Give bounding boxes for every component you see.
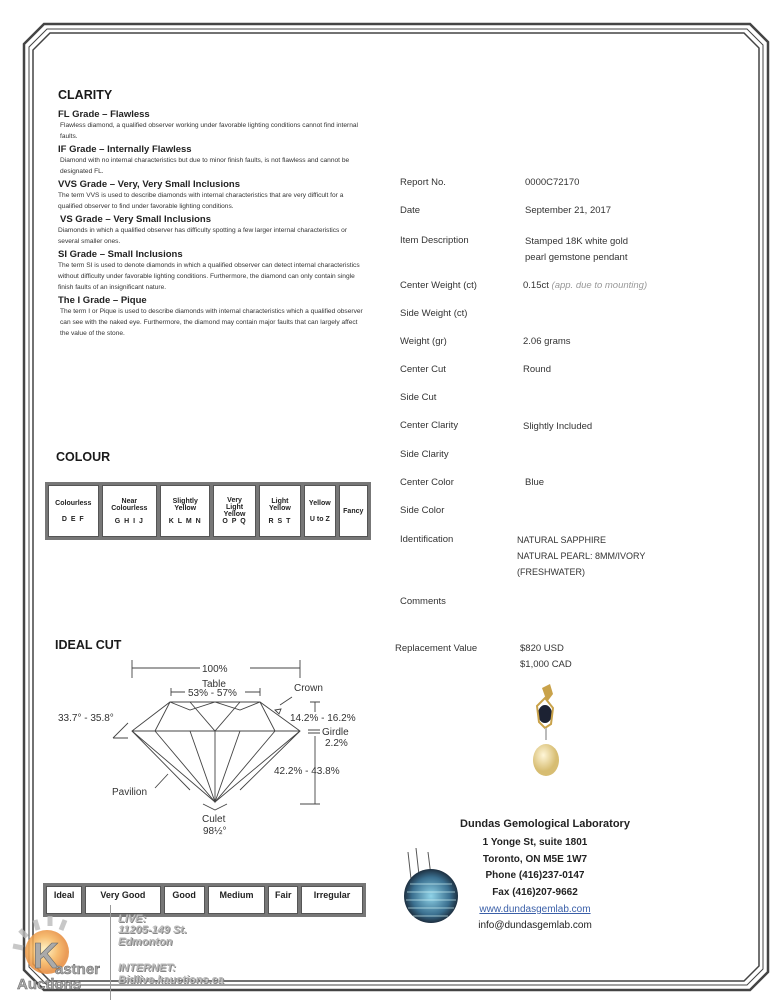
girdle-value-label: 2.2% <box>325 738 348 749</box>
watermark-divider <box>110 905 111 1000</box>
center-clarity-label: Center Clarity <box>400 420 459 431</box>
hologram-seal-icon <box>398 848 464 928</box>
grade-heading: IF Grade – Internally Flawless <box>58 144 192 155</box>
replacement-value-label: Replacement Value <box>395 643 478 654</box>
center-weight-value: 0.15ct (app. due to mounting) <box>523 280 648 291</box>
report-no-label: Report No. <box>400 177 446 188</box>
grade-text: The term I or Pique is used to describe diamonds with internal characteristics which a qualified observer can see with the naked eye. Furthermore, the diamond may contain major faults that can largely affect the value of the stone. <box>60 308 363 337</box>
center-clarity-value: Slightly Included <box>523 421 593 432</box>
item-description-value: Stamped 18K white gold pearl gemstone pendant <box>525 236 628 263</box>
colour-cell: Near Colourless G H I J <box>102 485 158 537</box>
grade-heading: VVS Grade – Very, Very Small Inclusions <box>58 179 240 190</box>
lab-phone: Phone (416)237-0147 <box>485 870 585 881</box>
side-weight-label: Side Weight (ct) <box>400 308 468 319</box>
crown-label: Crown <box>294 683 323 694</box>
culet-angle-label: 98½° <box>203 826 227 837</box>
svg-text:K: K <box>33 935 59 976</box>
cut-grade-cell: Good <box>164 886 205 914</box>
weight-label: Weight (gr) <box>400 336 447 347</box>
cut-grade-cell: Ideal <box>46 886 82 914</box>
center-color-value: Blue <box>525 477 545 488</box>
side-cut-label: Side Cut <box>400 392 437 403</box>
grade-text: The term SI is used to denote diamonds in which a qualified observer can detect internal characteristics without difficulty under favorable lighting conditions. Furthermore, the diamond can only contain single finish faults of an insignificant nature. <box>58 262 360 291</box>
colour-cell: Fancy <box>339 485 368 537</box>
side-color-label: Side Color <box>400 505 445 516</box>
colour-cell: Colourless D E F <box>48 485 99 537</box>
colour-cell: Very Light Yellow O P Q <box>213 485 255 537</box>
grade-text: Diamond with no internal characteristics but due to minor finish faults, is not flawless and cannot be designated FL. <box>60 157 350 175</box>
table-label: Table <box>202 679 226 690</box>
crown-angle-label: 33.7° - 35.8° <box>58 713 114 724</box>
girdle-label: Girdle <box>322 727 349 738</box>
culet-label: Culet <box>202 814 226 825</box>
center-weight-label: Center Weight (ct) <box>400 280 477 291</box>
center-cut-label: Center Cut <box>400 364 446 375</box>
cut-grade-cell: Medium <box>208 886 266 914</box>
crown-height-label: 14.2% - 16.2% <box>290 713 356 724</box>
ideal-cut-title: IDEAL CUT <box>55 638 122 652</box>
grade-text: The term VVS is used to describe diamonds with internal characteristics that are very difficult for a qualified observer to find under favorable lighting conditions. <box>58 192 344 210</box>
pavilion-label: Pavilion <box>112 787 148 798</box>
grade-heading: SI Grade – Small Inclusions <box>58 249 183 260</box>
cut-grade-cell: Irregular <box>301 886 363 914</box>
replacement-value: $820 USD $1,000 CAD <box>520 643 572 670</box>
width-label: 100% <box>202 664 228 675</box>
grade-heading: FL Grade – Flawless <box>58 109 150 120</box>
report-no-value: 0000C72170 <box>525 177 580 188</box>
clarity-title: CLARITY <box>58 88 113 102</box>
identification-value: NATURAL SAPPHIRE NATURAL PEARL: 8MM/IVORY (FRESHWATER) <box>517 535 646 577</box>
colour-scale-table <box>45 482 371 540</box>
cut-grade-cell: Very Good <box>85 886 160 914</box>
center-cut-value: Round <box>523 364 551 375</box>
clarity-section <box>58 88 112 102</box>
center-color-label: Center Color <box>400 477 454 488</box>
watermark-live-label: LIVE: <box>118 913 147 925</box>
kastner-auctions-logo <box>5 912 105 992</box>
lab-website-link[interactable]: www.dundasgemlab.com <box>479 904 591 915</box>
svg-text:astner: astner <box>55 961 101 978</box>
colour-cell: Light Yellow R S T <box>259 485 301 537</box>
identification-label: Identification <box>400 534 454 545</box>
colour-cell: Slightly Yellow K L M N <box>160 485 210 537</box>
lab-address-line1: 1 Yonge St, suite 1801 <box>482 837 588 848</box>
comments-label: Comments <box>400 596 446 607</box>
watermark-internet-label: INTERNET: <box>118 962 176 974</box>
watermark-live-address2: Edmonton <box>118 936 173 948</box>
svg-text:Auctions: Auctions <box>17 976 82 992</box>
cut-grade-cell: Fair <box>268 886 298 914</box>
diamond-diagram <box>50 650 380 845</box>
grade-text: Flawless diamond, a qualified observer working under favorable lighting conditions cannot find internal faults. <box>60 122 358 140</box>
lab-email: info@dundasgemlab.com <box>478 920 592 931</box>
watermark-internet-url: Bidlive.kauctions.ca <box>118 974 224 986</box>
colour-cell: Yellow U to Z <box>304 485 335 537</box>
date-label: Date <box>400 205 421 216</box>
pavilion-depth-label: 42.2% - 43.8% <box>274 766 340 777</box>
pendant-photo <box>515 680 575 790</box>
lab-address <box>460 835 610 901</box>
table-range-label: 53% - 57% <box>188 688 237 699</box>
watermark-live-address1: 11205-149 St. <box>118 924 187 936</box>
date-value: September 21, 2017 <box>525 205 612 216</box>
item-description-label: Item Description <box>400 235 469 246</box>
grade-heading: VS Grade – Very Small Inclusions <box>60 214 212 225</box>
colour-title: COLOUR <box>56 450 111 464</box>
lab-address-line2: Toronto, ON M5E 1W7 <box>482 853 588 865</box>
weight-value: 2.06 grams <box>523 336 571 347</box>
side-clarity-label: Side Clarity <box>400 449 449 460</box>
lab-fax: Fax (416)207-9662 <box>492 886 578 898</box>
grade-heading: The I Grade – Pique <box>58 295 147 306</box>
clarity-grades <box>58 109 368 339</box>
lab-name: Dundas Gemological Laboratory <box>460 818 630 830</box>
grade-text: Diamonds in which a qualified observer has difficulty spotting a few larger internal characteristics or several smaller ones. <box>58 227 348 245</box>
